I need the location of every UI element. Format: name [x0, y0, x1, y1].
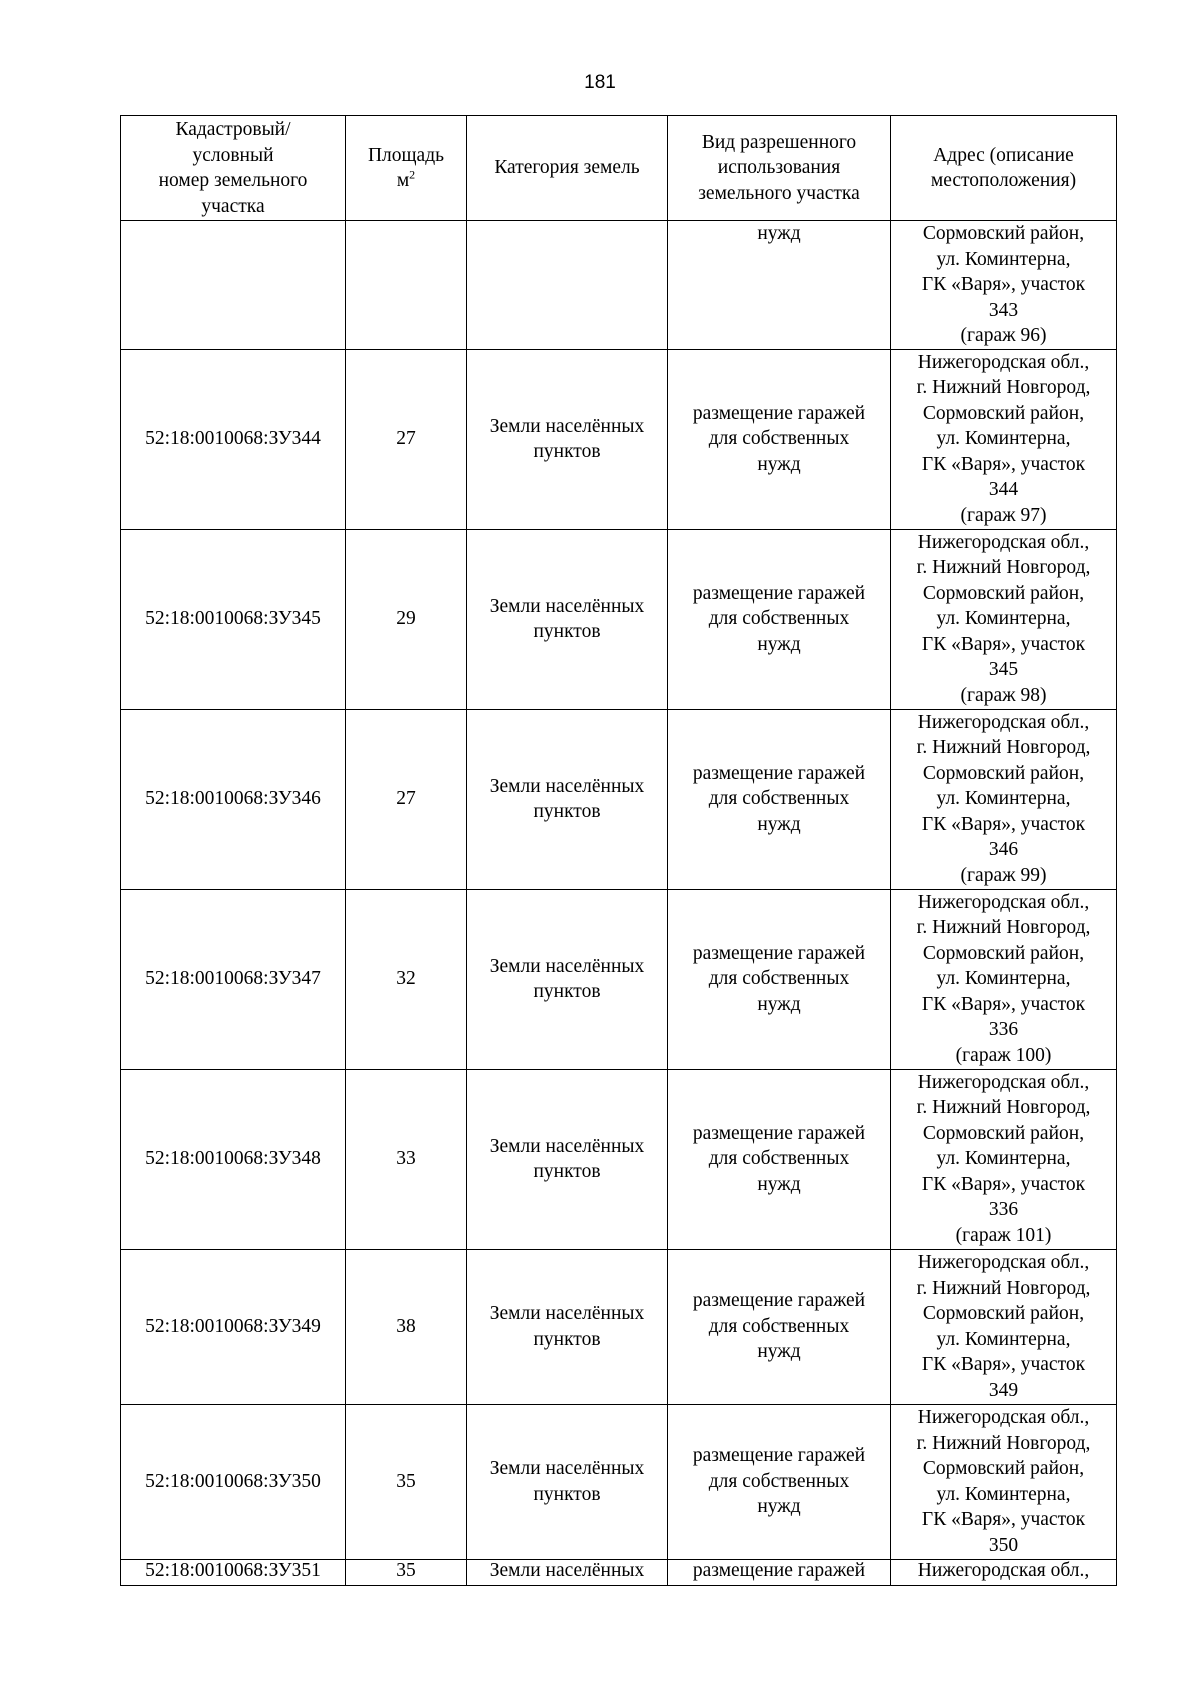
table-row	[121, 889, 1117, 1069]
table-row	[121, 529, 1117, 709]
cell-area	[346, 221, 467, 350]
text-line: 336	[988, 1019, 1019, 1041]
text-line: Нижегородская обл.,	[917, 1407, 1090, 1428]
cell-cadastral: 52:18:0010068:ЗУ345	[121, 529, 346, 709]
cell-cadastral: 52:18:0010068:ЗУ350	[121, 1404, 346, 1559]
text-line: для собственных	[708, 788, 850, 810]
cell-address	[891, 529, 1117, 709]
table-row	[121, 1069, 1117, 1249]
text-line: (гараж 99)	[960, 864, 1047, 886]
text-line: пунктов	[533, 1328, 601, 1350]
text-line: Сормовский район,	[922, 582, 1085, 604]
cell-cadastral: 52:18:0010068:ЗУ347	[121, 889, 346, 1069]
text-line: ул. Коминтерна,	[936, 788, 1071, 810]
cell-category-text	[471, 1456, 663, 1507]
text-line: Нижегородская обл.,	[917, 891, 1090, 913]
header-category: Категория земель	[467, 116, 668, 221]
cell-category-text	[471, 1134, 663, 1185]
cell-use	[668, 709, 891, 889]
text-line: (гараж 98)	[960, 684, 1047, 706]
text-line: пунктов	[533, 441, 601, 462]
text-line: Земли населённых	[489, 1303, 645, 1324]
text-line: Земли населённых	[489, 415, 645, 437]
table-row	[121, 709, 1117, 889]
cell-address-text	[895, 350, 1112, 529]
header-cadastral	[121, 116, 346, 221]
header-area	[346, 116, 467, 221]
cell-category-text	[471, 954, 663, 1005]
table-header-row	[121, 116, 1117, 221]
text-line: пунктов	[533, 1483, 601, 1505]
cell-area: 27	[346, 349, 467, 529]
cell-address-text	[895, 890, 1112, 1069]
text-line: ул. Коминтерна,	[936, 248, 1071, 270]
text-line: Нижегородская обл.,	[917, 1071, 1090, 1093]
cell-area: 35	[346, 1404, 467, 1559]
cell-use	[668, 529, 891, 709]
cell-category	[467, 529, 668, 709]
cell-cadastral: 52:18:0010068:ЗУ346	[121, 709, 346, 889]
text-line: для собственных	[708, 1470, 850, 1492]
cell-category	[467, 889, 668, 1069]
text-line: Земли населённых	[489, 955, 645, 977]
table-row	[121, 1404, 1117, 1559]
text-line: земельного участка	[698, 182, 860, 204]
text-line: размещение гаражей	[692, 1122, 866, 1144]
cell-address-text	[895, 1070, 1112, 1249]
cell-use	[668, 1249, 891, 1404]
text-line: Сормовский район,	[922, 1122, 1085, 1144]
text-line: Адрес (описание	[933, 144, 1074, 166]
cell-address	[891, 1249, 1117, 1404]
text-line: использования	[717, 157, 841, 179]
cell-address-text	[895, 221, 1112, 349]
text-line: ГК «Варя», участок	[921, 813, 1086, 835]
cell-category	[467, 1069, 668, 1249]
text-line: Земли населённых	[489, 1135, 645, 1157]
text-line: пунктов	[533, 621, 601, 642]
text-line: для собственных	[708, 1148, 850, 1170]
text-line: для собственных	[708, 1315, 850, 1337]
text-line: Вид разрешенного	[701, 131, 857, 153]
text-line: 343	[988, 299, 1019, 321]
cell-use-text	[672, 1288, 886, 1365]
text-line: ул. Коминтерна,	[936, 1328, 1071, 1350]
cell-cadastral: 52:18:0010068:ЗУ344	[121, 349, 346, 529]
cell-address-text	[895, 710, 1112, 889]
text-line: участка	[201, 195, 265, 217]
cell-category	[467, 709, 668, 889]
text-line: (гараж 101)	[955, 1224, 1052, 1246]
text-line: ул. Коминтерна,	[936, 968, 1071, 990]
cell-category-text	[471, 774, 663, 825]
text-line: нужд	[757, 633, 801, 655]
text-line: 346	[988, 839, 1019, 861]
text-line: (гараж 100)	[955, 1044, 1052, 1066]
cell-use	[668, 221, 891, 350]
cell-area: 32	[346, 889, 467, 1069]
text-line: местоположения)	[930, 170, 1077, 191]
cell-area: 29	[346, 529, 467, 709]
cell-cadastral	[121, 221, 346, 350]
table-row-continuation	[121, 221, 1117, 350]
cell-area: 27	[346, 709, 467, 889]
cell-use	[668, 349, 891, 529]
text-line: г. Нижний Новгород,	[916, 1277, 1091, 1299]
cell-address	[891, 1069, 1117, 1249]
cell-address-text	[895, 1405, 1112, 1558]
cell-use-text	[672, 761, 886, 838]
text-line: ул. Коминтерна,	[936, 608, 1071, 630]
text-line: нужд	[757, 813, 801, 835]
cell-cadastral: 52:18:0010068:ЗУ348	[121, 1069, 346, 1249]
text-line: ул. Коминтерна,	[936, 428, 1071, 450]
text-line: Сормовский район,	[922, 223, 1085, 244]
text-line: размещение гаражей	[692, 762, 866, 784]
text-line: Нижегородская обл.,	[917, 351, 1090, 373]
cell-address	[891, 1404, 1117, 1559]
cell-use-text	[672, 401, 886, 478]
cell-area: 35	[346, 1559, 467, 1585]
text-line: Сормовский район,	[922, 942, 1085, 964]
text-line: Сормовский район,	[922, 402, 1085, 424]
cell-area: 38	[346, 1249, 467, 1404]
cell-use-text	[672, 1121, 886, 1198]
text-line: пунктов	[533, 981, 601, 1002]
cell-category	[467, 221, 668, 350]
page-number: 181	[584, 72, 616, 93]
cell-address: Нижегородская обл.,	[891, 1559, 1117, 1585]
text-line: 350	[988, 1534, 1019, 1556]
text-line: условный	[192, 144, 274, 166]
cell-address	[891, 349, 1117, 529]
text-line: Кадастровый/	[175, 119, 291, 140]
cell-use-text	[672, 1443, 886, 1520]
text-line: для собственных	[708, 608, 850, 630]
cell-use-text	[672, 581, 886, 658]
table-row	[121, 1249, 1117, 1404]
cell-address-text	[895, 1250, 1112, 1403]
text-line: нужд	[757, 453, 801, 475]
text-line: Земли населённых	[489, 775, 645, 797]
text-line: г. Нижний Новгород,	[916, 557, 1091, 579]
cell-cadastral: 52:18:0010068:ЗУ351	[121, 1559, 346, 1585]
text-line: 344	[988, 479, 1019, 501]
text-line: г. Нижний Новгород,	[916, 1432, 1091, 1454]
cell-use	[668, 889, 891, 1069]
cell-category-text	[471, 594, 663, 645]
text-line: пунктов	[533, 801, 601, 822]
text-line: г. Нижний Новгород,	[916, 1097, 1091, 1119]
text-line: размещение гаражей	[692, 942, 866, 964]
cell-use-text	[672, 221, 886, 247]
text-line: ГК «Варя», участок	[921, 1173, 1086, 1195]
header-address-text	[895, 143, 1112, 194]
text-line: ГК «Варя», участок	[921, 993, 1086, 1015]
text-line: ГК «Варя», участок	[921, 1509, 1086, 1530]
cell-category: Земли населённых	[467, 1559, 668, 1585]
table-row-partial	[121, 1559, 1117, 1585]
text-line: г. Нижний Новгород,	[916, 737, 1091, 759]
text-line: Сормовский район,	[922, 1458, 1085, 1479]
cell-use-text	[672, 941, 886, 1018]
text-line: 349	[988, 1379, 1019, 1401]
land-plots-table	[120, 115, 1117, 1586]
cell-category-text	[471, 1301, 663, 1352]
text-line: нужд	[757, 223, 801, 244]
text-line: размещение гаражей	[692, 402, 866, 424]
cell-category-text	[471, 414, 663, 465]
text-line: 336	[988, 1199, 1019, 1221]
cell-address	[891, 221, 1117, 350]
cell-use	[668, 1404, 891, 1559]
text-line: нужд	[757, 1341, 801, 1363]
cell-category	[467, 1249, 668, 1404]
header-use-text	[672, 130, 886, 207]
cell-address-text	[895, 530, 1112, 709]
cell-category	[467, 349, 668, 529]
text-line: (гараж 97)	[960, 504, 1047, 526]
text-line: 345	[988, 659, 1019, 681]
text-line: нужд	[757, 1173, 801, 1195]
cell-address	[891, 889, 1117, 1069]
text-line: для собственных	[708, 428, 850, 450]
text-line: номер земельного	[158, 170, 308, 191]
text-line: для собственных	[708, 968, 850, 990]
text-line: ул. Коминтерна,	[936, 1148, 1071, 1170]
header-cadastral-text	[125, 117, 341, 219]
header-area-unit: м	[396, 170, 410, 191]
text-line: Сормовский район,	[922, 762, 1085, 784]
header-area-label: Площадь	[367, 144, 445, 166]
text-line: ГК «Варя», участок	[921, 1354, 1086, 1375]
text-line: размещение гаражей	[692, 1290, 866, 1312]
header-use	[668, 116, 891, 221]
cell-use: размещение гаражей	[668, 1559, 891, 1585]
text-line: г. Нижний Новгород,	[916, 917, 1091, 939]
text-line: ГК «Варя», участок	[921, 633, 1086, 655]
text-line: Земли населённых	[489, 595, 645, 617]
text-line: Нижегородская обл.,	[917, 711, 1090, 733]
header-area-unit-exp: 2	[409, 167, 416, 182]
text-line: Нижегородская обл.,	[917, 1252, 1090, 1273]
cell-cadastral: 52:18:0010068:ЗУ349	[121, 1249, 346, 1404]
text-line: Земли населённых	[489, 1458, 645, 1479]
text-line: г. Нижний Новгород,	[916, 377, 1091, 399]
text-line: ГК «Варя», участок	[921, 453, 1086, 475]
cell-address	[891, 709, 1117, 889]
table-row	[121, 349, 1117, 529]
text-line: размещение гаражей	[692, 1445, 866, 1467]
text-line: Нижегородская обл.,	[917, 531, 1090, 553]
text-line: (гараж 96)	[960, 325, 1047, 346]
cell-area: 33	[346, 1069, 467, 1249]
text-line: ГК «Варя», участок	[921, 274, 1086, 295]
text-line: пунктов	[533, 1161, 601, 1182]
header-address	[891, 116, 1117, 221]
text-line: нужд	[757, 993, 801, 1015]
text-line: Сормовский район,	[922, 1303, 1085, 1324]
cell-category	[467, 1404, 668, 1559]
text-line: нужд	[757, 1496, 801, 1518]
text-line: размещение гаражей	[692, 582, 866, 604]
text-line: ул. Коминтерна,	[936, 1483, 1071, 1505]
cell-use	[668, 1069, 891, 1249]
